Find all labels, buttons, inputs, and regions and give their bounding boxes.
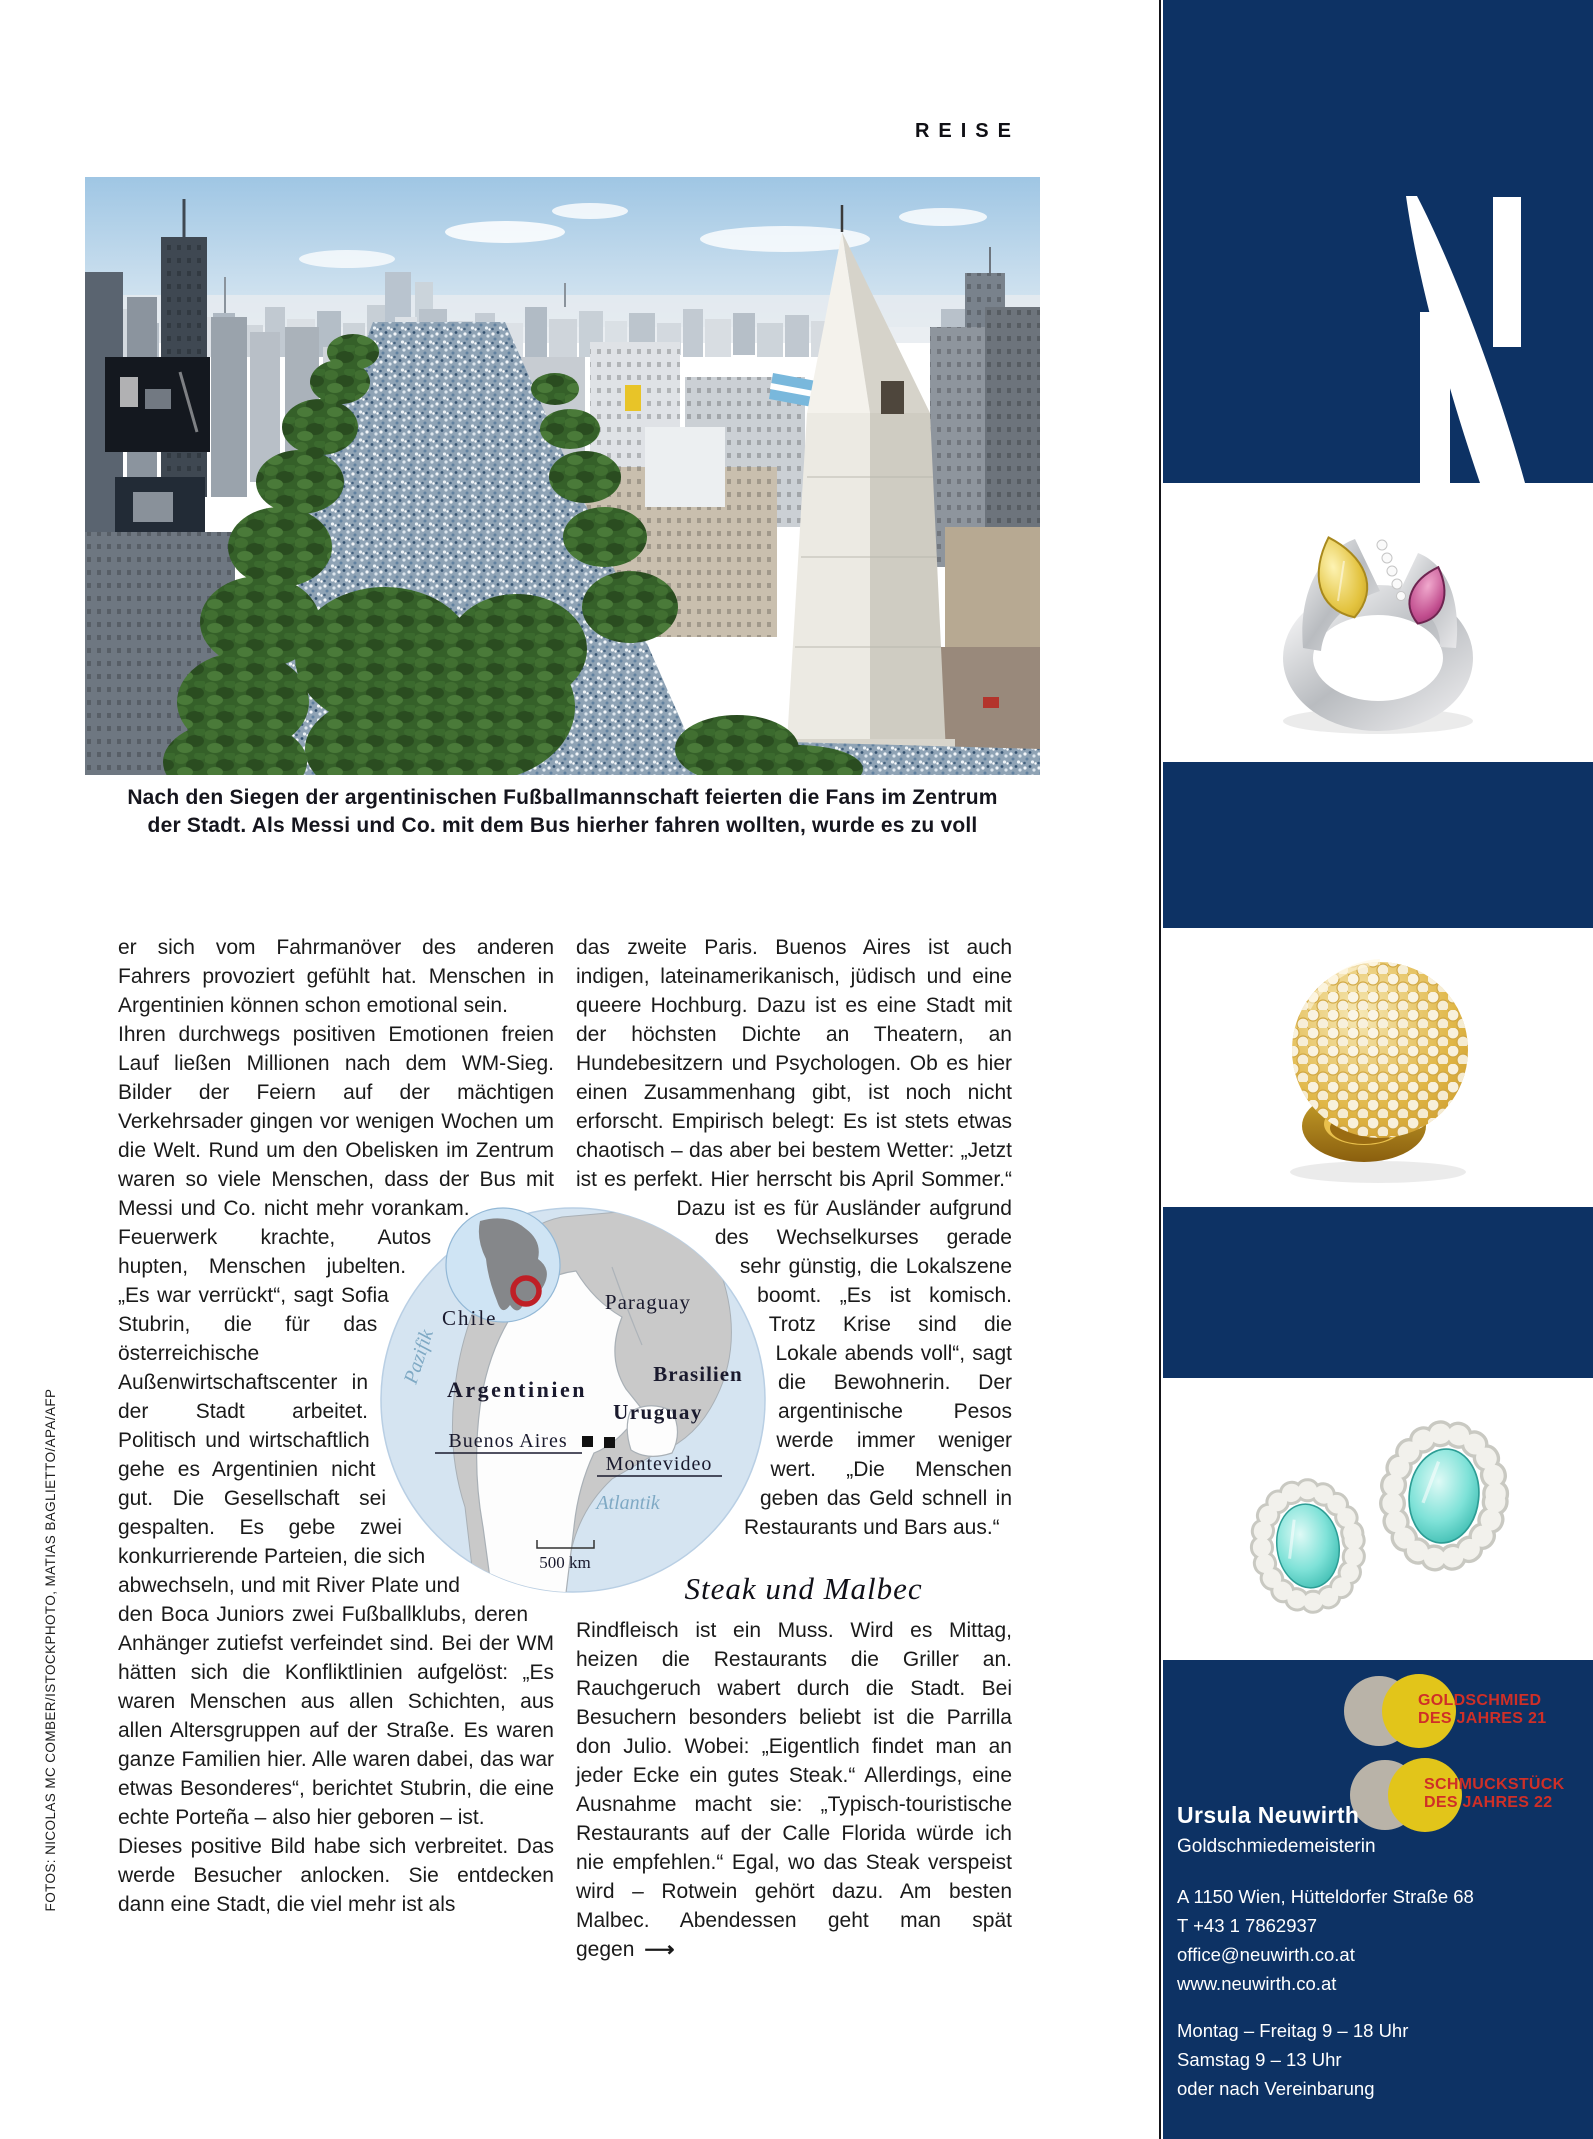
paragraph: das zweite Paris. Buenos Aires ist auch indigen, lateinamerikanisch, jüdisch und eine queere Hochburg. Dazu ist es eine Stadt mit der höchsten Dichte an Theatern, an Hundebesitzern und Psychologen. Ob es hier einen Zusammenhang gibt, ist noch nicht erforscht. Empirisch belegt: Es ist stets etwas chaotisch – das aber bei bestem Wetter: „Jetzt ist es perfekt. Hier herrscht bis April Sommer.“ Dazu ist es für Ausländer aufgrund des Wechselkurses gerade sehr günstig, die Lokalszene boomt. „Es ist komisch. Trotz Krise sind die Lokale abends voll“, sagt die Bewohnerin. Der argentinische Pesos werde immer weniger wert. „Die Menschen geben das Geld schnell in Restaurants und Bars aus.“ [576,936,1012,1539]
map-label-montevideo: Montevideo [605,1453,713,1475]
paragraph [576,1616,1012,1964]
ring-two-gems-illustration [1228,493,1528,753]
sidebar-navy-block-top [1163,0,1593,483]
badge-text [1418,1692,1546,1728]
contact-email: office@neuwirth.co.at [1177,1944,1355,1965]
section-kicker: REISE [914,120,1020,142]
sidebar-navy-spacer-2 [1163,1207,1593,1378]
badge-line-1: SCHMUCKSTÜCK [1424,1776,1565,1793]
photo-caption [85,784,1040,840]
gold-pave-ring-illustration [1228,938,1528,1198]
locator-map-svg [380,1207,766,1593]
sidebar-navy-spacer-1 [1163,762,1593,928]
badge-line-2: DES JAHRES 21 [1418,1710,1547,1727]
earring-left [1255,1484,1362,1608]
contact-address: A 1150 Wien, Hütteldorfer Straße 68 [1177,1886,1474,1907]
contact-phone: T +43 1 7862937 [1177,1915,1318,1936]
map-label-brasilien: Brasilien [653,1362,743,1386]
subheading-steak-und-malbec: Steak und Malbec [684,1571,923,1606]
map-label-buenos-aires: Buenos Aires [448,1430,568,1452]
opening-hours-saturday: Samstag 9 – 13 Uhr [1177,2049,1342,2070]
locator-map [380,1207,766,1593]
earring-right [1386,1428,1502,1564]
hero-photo-buenos-aires [85,177,1040,775]
paragraph: er sich vom Fahrmanöver des anderen Fahrers provoziert gefühlt hat. Menschen in Argentinien können schon emotional sein. [118,936,554,1017]
sidebar-ad [1163,0,1593,2139]
map-scale-label: 500 km [539,1553,591,1572]
jewelry-photo-ring-gemstones [1163,483,1593,762]
map-label-uruguay: Uruguay [613,1400,703,1424]
paragraph: Ihren durchwegs positiven Emotionen freien Lauf ließen Millionen nach dem WM-Sieg. Bilder der Feiern auf der mächtigen Verkehrsader gingen vor wenigen Wochen um die Welt. Rund um den Obelisken im Zentrum waren so viele Menschen, dass der Bus mit Messi und Co. nicht mehr vorankam. Feuerwerk krachte, Autos hupten, Menschen jubelten. „Es war verrückt“, sagt Sofia Stubrin, die für das österreichische Außenwirtschaftscenter in der Stadt arbeitet. Politisch und wirtschaftlich gehe es Argentinien nicht gut. Die Gesellschaft sei gespalten. Es gebe zwei konkurrierende Parteien, die sich abwechseln, und mit River Plate und den Boca Juniors zwei Fußballklubs, deren Anhänger zutiefst verfeindet sind. Bei der WM hätten sich die Konfliktlinien aufgelöst: „Es waren Menschen aus allen Schichten, aus allen Altersgruppen auf der Straße. Es waren ganze Familien hier. Alle waren dabei, das war etwas Besonderes“, berichtet Stubrin, die eine echte Porteña – also hier geboren – ist. [118,1023,554,1829]
map-inset-globe [446,1208,560,1322]
paragraph-text: Rindfleisch ist ein Muss. Wird es Mittag, heizen die Restaurants die Griller an. Rauchgeruch wabert durch die Stadt. Bei Besuchern besonders beliebt ist die Parrilla don Julio. Wobei: „Eigentlich findet man an jeder Ecke ein gutes Steak.“ Allerdings, eine Ausnahme macht sie: „Typisch-touristische Restaurants auf der Calle Florida würde ich nie empfehlen.“ Egal, wo das Steak verspeist wird – Rotwein gehört dazu. Am besten Malbec. Abendessen geht man spät gegen [576,1619,1012,1961]
map-label-atlantik: Atlantik [596,1492,660,1514]
map-marker-montevideo [604,1437,615,1448]
contact-website: www.neuwirth.co.at [1177,1973,1337,1994]
sidebar-divider-line [1159,0,1161,2139]
yellow-billboard [625,385,641,411]
badge-line-1: GOLDSCHMIED [1418,1692,1542,1709]
map-label-chile: Chile [442,1306,498,1330]
opening-hours-weekdays: Montag – Freitag 9 – 18 Uhr [1177,2020,1409,2041]
jewelry-photo-gold-pave-ring [1163,928,1593,1207]
contact-block [1177,1802,1474,2103]
map-label-paraguay: Paraguay [604,1290,692,1314]
sidebar-ad-bottom [1163,1660,1593,2139]
hero-photo-illustration [85,177,1040,775]
jewelry-photo-paraiba-earrings [1163,1378,1593,1660]
map-label-pazifik: Pazifik [399,1326,438,1387]
contact-title: Goldschmiedemeisterin [1177,1836,1376,1857]
continuation-arrow-icon: ⟶ [644,1938,674,1961]
neuwirth-n-logo [1163,0,1593,483]
photo-caption-text: Nach den Siegen der argentinischen Fußballmannschaft feierten die Fans im Zentrum der Stadt. Als Messi und Co. mit dem Bus hierher fahren wollten, wurde es zu voll [127,786,998,837]
right-buildings [930,307,1040,775]
obelisk-window [881,381,904,414]
map-label-argentinien: Argentinien [447,1377,587,1402]
opening-hours-note: oder nach Vereinbarung [1177,2078,1375,2099]
photo-credit: FOTOS: NICOLAS MC COMBER/ISTOCKPHOTO, MATIAS BAGLIETTO/APA/AFP [43,1388,58,1912]
map-marker-buenos-aires [582,1436,593,1447]
contact-name: Ursula Neuwirth [1177,1802,1360,1828]
badge-line-2: DES JAHRES 22 [1424,1794,1553,1811]
paragraph: Dieses positive Bild habe sich verbreitet. Das werde Besucher anlocken. Sie entdecken dann eine Stadt, die viel mehr ist als [118,1835,554,1916]
earrings-illustration [1208,1378,1548,1660]
award-badge-goldschmied [1340,1668,1570,1763]
